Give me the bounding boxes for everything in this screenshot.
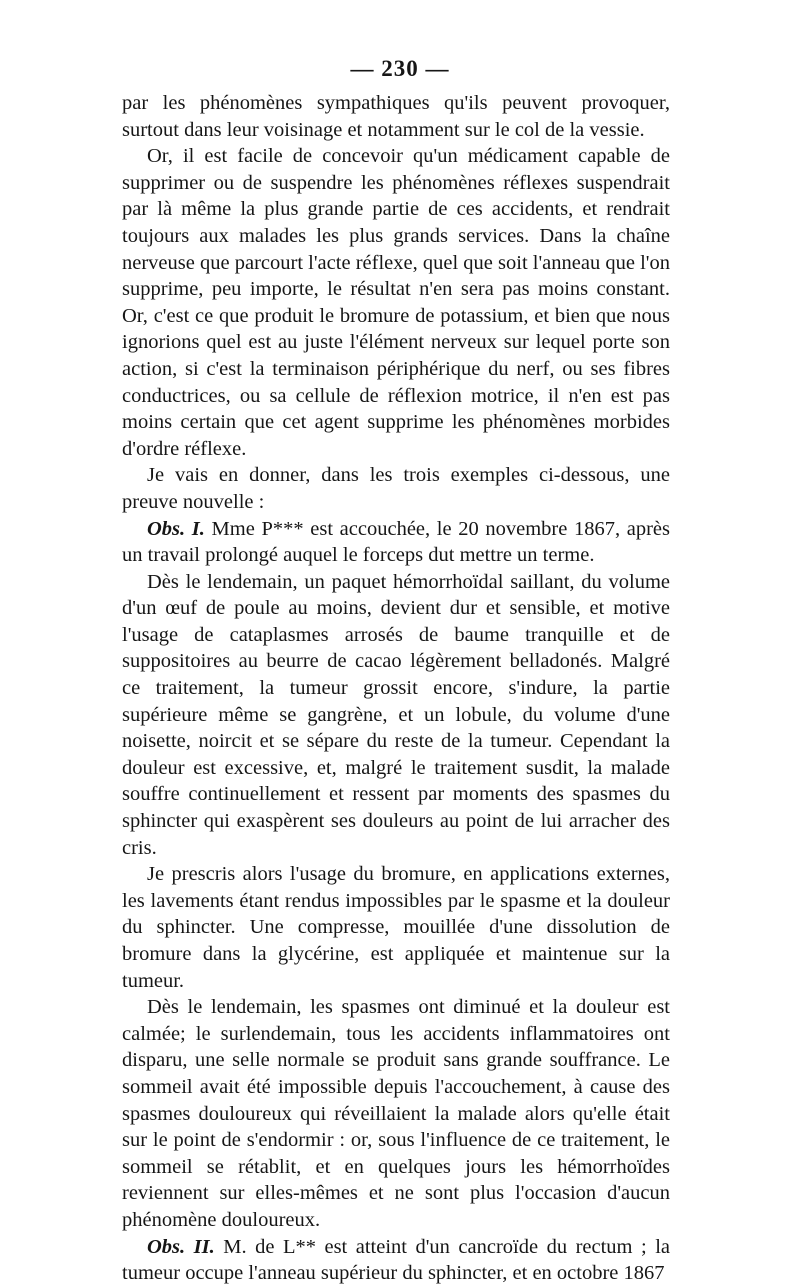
paragraph-bromide-reflex: Or, il est facile de concevoir qu'un médicament capable de supprimer ou de suspendre les phénomènes réflexes suspendrait par là même la plus grande partie de ces accidents, et rendrait toujours aux malades les plus grands services. Dans la chaîne nerveuse que parcourt l'acte réflexe, quel que soit l'anneau que l'on supprime, peu importe, le résultat n'en sera pas moins constant. Or, c'est ce que produit le bromure de potassium, et bien que nous ignorions quel est au juste l'élément nerveux sur lequel porte son action, si c'est la terminaison périphérique du nerf, ou ses fibres conductrices, ou sa cellule de réflexion motrice, il n'en est pas moins certain que cet agent supprime les phénomènes morbides d'ordre réflexe. bbox=[122, 145, 670, 460]
obs-1-text: Mme P*** est accouchée, le 20 novembre 1867, après un travail prolongé auquel le forceps dut mettre un terme. bbox=[122, 517, 670, 567]
paragraph-obs-1 bbox=[122, 516, 670, 569]
body-text bbox=[122, 90, 670, 1287]
paragraph-recovery: Dès le lendemain, les spasmes ont diminué et la douleur est calmée; le surlendemain, tous les accidents inflammatoires ont disparu, une selle normale se produit sans grande souffrance. Le sommeil avait été impossible depuis l'accouchement, à cause des spasmes douloureux qui réveillaient la malade alors qu'elle était sur le point de s'endormir : or, sous l'influence de ce traitement, le sommeil se rétablit, et en quelques jours les hémorrhoïdes reviennent sur elles-mêmes et ne sont plus l'occasion d'aucun phénomène douloureux. bbox=[122, 996, 670, 1231]
page-number: — 230 — bbox=[350, 56, 450, 81]
obs-2-text: M. de L** est atteint d'un cancroïde du rectum ; la tumeur occupe l'anneau supérieur du sphincter, et en octobre 1867 bbox=[122, 1235, 670, 1285]
paragraph-bromide-prescription: Je prescris alors l'usage du bromure, en applications externes, les lavements étant rendus impossibles par le spasme et la douleur du sphincter. Une compresse, mouillée d'une dissolution de bromure dans la glycérine, est appliquée et maintenue sur la tumeur. bbox=[122, 863, 670, 992]
obs-2-label: Obs. II. bbox=[147, 1235, 215, 1258]
obs-1-label: Obs. I. bbox=[147, 517, 205, 540]
paragraph-three-examples: Je vais en donner, dans les trois exemples ci-dessous, une preuve nouvelle : bbox=[122, 464, 670, 513]
paragraph-obs-2 bbox=[122, 1234, 670, 1287]
paragraph-hemorrhoid-course: Dès le lendemain, un paquet hémorrhoïdal saillant, du volume d'un œuf de poule au moins, devient dur et sensible, et motive l'usage de cataplasmes arrosés de baume tranquille et de suppositoires au beurre de cacao légèrement belladonés. Malgré ce traitement, la tumeur grossit encore, s'indure, la partie supérieure même se gangrène, et un lobule, du volume d'une noisette, noircit et se sépare du reste de la tumeur. Cependant la douleur est excessive, et, malgré le traitement susdit, la malade souffre continuellement et ressent par moments des spasmes du sphincter qui exaspèrent ses douleurs au point de lui arracher des cris. bbox=[122, 570, 670, 859]
paragraph-continuation: par les phénomènes sympathiques qu'ils peuvent provoquer, surtout dans leur voisinage et notamment sur le col de la vessie. bbox=[122, 92, 670, 141]
